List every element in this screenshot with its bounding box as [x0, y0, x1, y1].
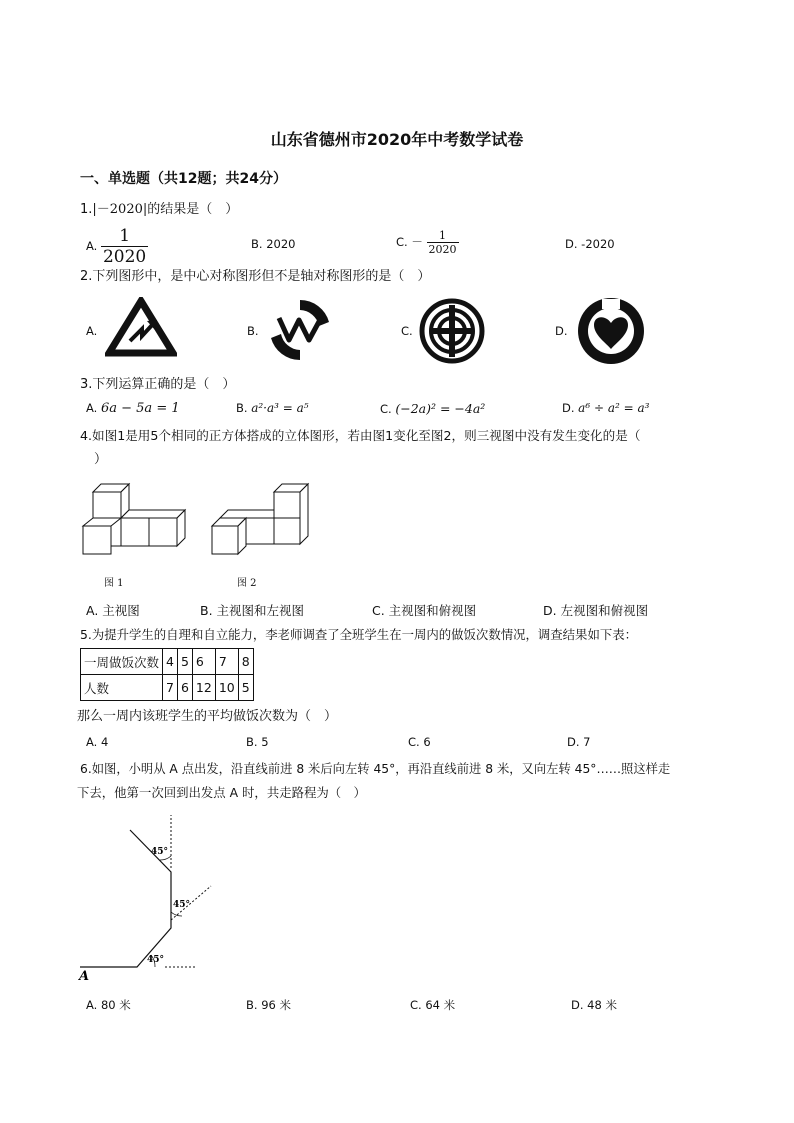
- q1-a-numerator: 1: [101, 226, 148, 247]
- figure-1-cubes: [80, 480, 192, 560]
- q2-option-b-label: B.: [247, 324, 259, 338]
- figure-2-caption: 图 2: [237, 578, 257, 589]
- q6-option-a: A. 80 米: [86, 998, 131, 1012]
- q1-option-b: B. 2020: [251, 237, 296, 251]
- frequency-table: [80, 648, 254, 701]
- q2-option-c-label: C.: [401, 324, 413, 338]
- question-2: 2.下列图形中，是中心对称图形但不是轴对称图形的是（ ）: [80, 269, 431, 284]
- q3-option-a-expr: 6a − 5a = 1: [100, 401, 180, 416]
- angle-label: 45°: [147, 955, 165, 965]
- q1-number: 1.: [80, 202, 93, 217]
- table-cell: 8: [238, 649, 253, 675]
- q3-option-c-expr: (−2a)² = −4a²: [395, 401, 486, 416]
- q3-option-b-label: B.: [236, 401, 248, 415]
- question-4-line-1: 4.如图1是用5个相同的正方体搭成的立体图形，若由图1变化至图2，则三视图中没有发生变化的是（: [80, 428, 641, 443]
- q1-option-c: [396, 229, 459, 256]
- q4-option-c: C. 主视图和俯视图: [372, 603, 477, 618]
- q2-option-a-label: A.: [86, 324, 98, 338]
- q6-option-b: B. 96 米: [246, 998, 291, 1012]
- table-row: [81, 675, 254, 701]
- table-cell: 5: [177, 649, 192, 675]
- circle-emblem-icon: [418, 297, 486, 365]
- figure-2-cubes: [208, 482, 314, 560]
- q1-option-c-fraction: [427, 229, 459, 256]
- question-6-line-2: 下去，他第一次回到出发点 A 时，共走路程为（ ）: [77, 785, 366, 800]
- q3-option-d-label: D.: [562, 401, 575, 415]
- question-3: 3.下列运算正确的是（ ）: [80, 377, 236, 392]
- question-5-followup: 那么一周内该班学生的平均做饭次数为（ ）: [77, 709, 338, 724]
- q3-option-d: [562, 401, 649, 415]
- q3-option-b-expr: a²·a³ = a⁵: [251, 401, 309, 415]
- table-cell: 10: [215, 675, 238, 701]
- q4-option-b: B. 主视图和左视图: [200, 603, 305, 618]
- q3-option-c: [380, 401, 485, 416]
- question-4-line-2: ）: [94, 452, 108, 467]
- q1-option-d: D. -2020: [565, 237, 615, 251]
- point-a-label: A: [79, 969, 90, 984]
- q1-option-c-sign: －: [411, 235, 423, 249]
- q1-c-numerator: 1: [427, 229, 459, 243]
- angle-label: 45°: [151, 847, 169, 857]
- table-cell: 12: [192, 675, 215, 701]
- q1-option-a-label: A.: [86, 239, 98, 253]
- table-cell: 6: [192, 649, 215, 675]
- page-title: 山东省德州市2020年中考数学试卷: [270, 130, 524, 149]
- question-6-line-1: 6.如图，小明从 A 点出发，沿直线前进 8 米后向左转 45°，再沿直线前进 8 米，又向左转 45°……照这样走: [80, 762, 671, 776]
- q1-stem: 的结果是（ ）: [147, 202, 239, 217]
- table-cell: 5: [238, 675, 253, 701]
- q1-option-c-label: C.: [396, 235, 408, 249]
- table-cell: 6: [177, 675, 192, 701]
- q5-option-d: D. 7: [567, 735, 591, 749]
- table-header-cell: 一周做饭次数: [81, 649, 163, 675]
- q3-option-b: [236, 401, 309, 415]
- q3-option-c-label: C.: [380, 402, 392, 416]
- q6-option-c: C. 64 米: [410, 998, 456, 1012]
- q4-option-a: A. 主视图: [86, 603, 140, 618]
- heart-emblem-icon: [572, 293, 650, 369]
- q5-option-a: A. 4: [86, 735, 109, 749]
- figure-1-caption: 图 1: [104, 578, 124, 589]
- swirl-logo-icon: [265, 296, 335, 364]
- q1-expression: |－2020|: [92, 202, 148, 217]
- question-1: [80, 201, 238, 219]
- q3-option-a-label: A.: [86, 401, 98, 415]
- q1-option-a: [86, 226, 148, 267]
- q1-a-denominator: 2020: [102, 247, 147, 267]
- q5-option-c: C. 6: [408, 735, 431, 749]
- table-header-cell: 人数: [81, 675, 163, 701]
- q1-option-a-fraction: [101, 226, 148, 267]
- q1-c-denominator: 2020: [428, 243, 457, 256]
- q3-option-a: [86, 401, 180, 416]
- table-row: [81, 649, 254, 675]
- angle-label: 45°: [173, 900, 191, 910]
- q2-option-d-label: D.: [555, 324, 568, 338]
- table-cell: 7: [215, 649, 238, 675]
- walking-path-figure: [75, 810, 230, 985]
- section-heading: 一、单选题（共12题；共24分）: [80, 171, 287, 187]
- table-cell: 4: [163, 649, 178, 675]
- q4-option-d: D. 左视图和俯视图: [543, 603, 649, 618]
- question-5: 5.为提升学生的自理和自立能力，李老师调查了全班学生在一周内的做饭次数情况，调查结果如下表：: [80, 627, 638, 642]
- table-cell: 7: [163, 675, 178, 701]
- q5-option-b: B. 5: [246, 735, 269, 749]
- q3-option-d-expr: a⁶ ÷ a² = a³: [578, 401, 650, 415]
- road-sign-icon: [105, 297, 177, 357]
- q6-option-d: D. 48 米: [571, 998, 617, 1012]
